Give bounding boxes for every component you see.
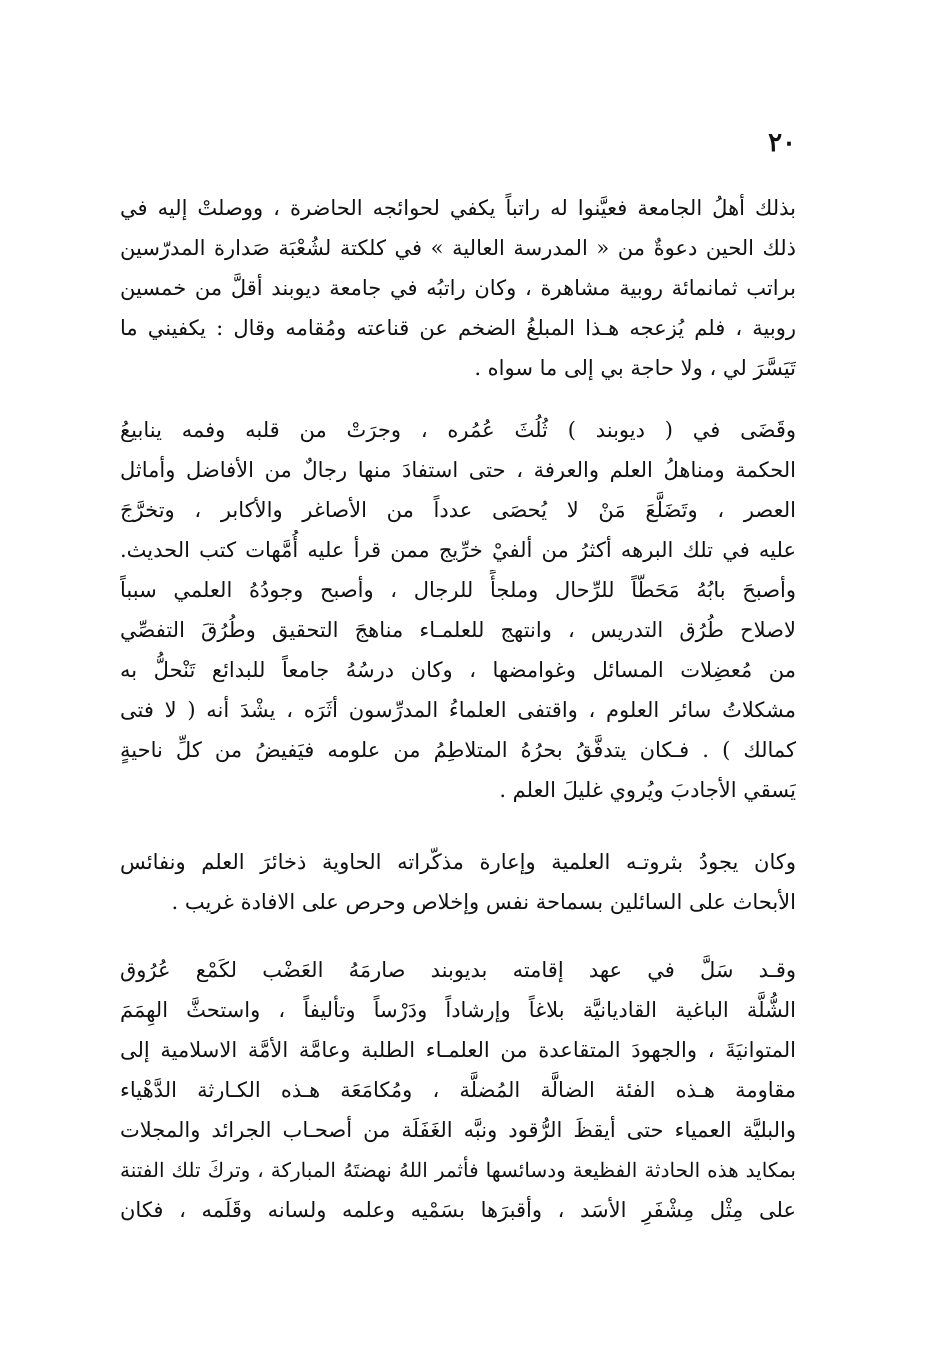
text-line: الحكمة ومناهلُ العلم والعرفة ، حتى استفادَ منها رجالٌ من الأفاضل وأماثل xyxy=(120,458,796,482)
page-number: ٢٠ xyxy=(768,128,796,158)
text-line: مقاومة هـذه الفئة الضالَّة المُضلَّة ، ومُكامَعَة هـذه الكـارثة الدَّهْياء xyxy=(120,1078,796,1102)
text-line: وقـد سَلَّ في عهد إقامته بديوبند صارمَهُ العَضْب لكَمْع عُرُوق xyxy=(120,958,796,982)
text-line: روبية ، فلم يُزعجه هـذا المبلغُ الضخم عن قناعته ومُقامه وقال : يكفيني ما xyxy=(120,316,796,340)
paragraph-3 xyxy=(120,842,796,922)
text-line: بمكايد هذه الحادثة الفظيعة ودسائسها فأثمر اللهُ نهضتَهُ المباركة ، وتركَ تلك الفتنة xyxy=(120,1158,796,1182)
paragraph-1 xyxy=(120,188,796,388)
text-line: ذلك الحين دعوةٌ من « المدرسة العالية » في كلكتة لشُعْبَة صَدارة المدرّسين xyxy=(120,236,796,260)
text-line: يَسقي الأجادبَ ويُروي غليلَ العلم . xyxy=(499,778,796,802)
text-line: براتب ثمانمائة روبية مشاهرة ، وكان راتبُه في جامعة ديوبند أقلَّ من خمسين xyxy=(120,276,796,300)
text-line: والبليَّة العمياء حتى أيقظَ الرُّقود ونبَّه الغَفَلَة من أصحـاب الجرائد والمجلات xyxy=(120,1118,796,1142)
text-line: الأبحاث على السائلين بسماحة نفس وإخلاص وحرص على الافادة غريب . xyxy=(171,890,796,914)
text-line: الشُّلَّة الباغية القاديانيَّة بلاغاً وإرشاداً ودَرْساً وتأليفاً ، واستحثَّ الهِمَمَ xyxy=(120,998,796,1022)
text-line: من مُعضِلات المسائل وغوامضها ، وكان درسُهُ جامعاً للبدائع تَنْحلُّ به xyxy=(120,658,796,682)
text-line: لاصلاح طُرُق التدريس ، وانتهج للعلمـاء مناهجَ التحقيق وطُرُقَ التفصِّي xyxy=(120,618,796,642)
text-line: مشكلاتُ سائر العلوم ، واقتفى العلماءُ المدرِّسون أثَرَه ، يشْدَ أنه ( لا فتى xyxy=(120,698,796,722)
text-line: وأصبحَ بابُهُ مَحَطّاً للرِّحال وملجأً للرجال ، وأصبح وجودُهُ العلمي سبباً xyxy=(120,578,796,602)
text-line: بذلك أهلُ الجامعة فعيَّنوا له راتباً يكفي لحوائجه الحاضرة ، ووصلتْ إليه في xyxy=(120,196,796,220)
text-line: تَيَسَّرَ لي ، ولا حاجة بي إلى ما سواه . xyxy=(474,356,796,380)
text-line: على مِثْل مِشْفَرِ الأسَد ، وأقبرَها بسَمْيه وعلمه ولسانه وقَلَمه ، فكان xyxy=(120,1198,796,1222)
paragraph-2 xyxy=(120,410,796,810)
text-line: وقَضَى في ( ديوبند ) ثُلُثَ عُمُره ، وجرَتْ من قلبه وفمه ينابيعُ xyxy=(120,418,796,442)
text-line: العصر ، وتَضَلَّعَ مَنْ لا يُحصَى عدداً من الأصاغر والأكابر ، وتخرَّجَ xyxy=(120,498,796,522)
text-line: المتوانيَةَ ، والجهودَ المتقاعدة من العلمـاء الطلبة وعامَّة الأمَّة الاسلامية إلى xyxy=(120,1038,796,1062)
text-line: كمالك ) . فـكان يتدفَّقُ بحرُهُ المتلاطِمُ من علومه فيَفيضُ من كلِّ ناحيةٍ xyxy=(120,738,796,762)
text-line: وكان يجودُ بثروتـه العلمية وإعارة مذكّراته الحاوية ذخائرَ العلم ونفائس xyxy=(120,850,796,874)
text-line: عليه في تلك البرهه أكثرُ من ألفيْ خرِّيج ممن قرأ عليه أُمَّهات كتب الحديث. xyxy=(120,538,796,562)
paragraph-4 xyxy=(120,950,796,1230)
